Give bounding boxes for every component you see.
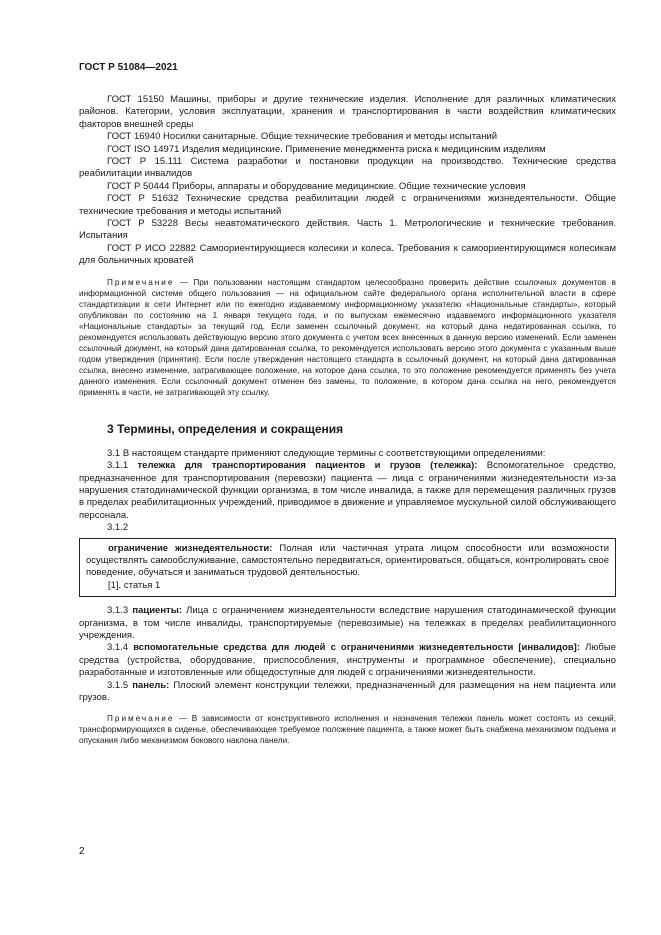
- note-label: Примечание: [107, 714, 175, 724]
- reference-item: ГОСТ 15150 Машины, приборы и другие технические изделия. Исполнение для различных климатических районов. Категории, условия эксплуатации, хранения и транспортирования в части воздействия климатических факторов внешней среды: [79, 94, 616, 130]
- term-definition: Лица с ограничением жизнедеятельности вследствие нарушения статодинамической функции организма, в том числе инвалиды, транспортируемые (перевозимые) на тележках в пределах реабилитационного учреждения.: [79, 605, 616, 641]
- term-definition: Плоский элемент конструкции тележки, предназначенный для размещения на нем пациента или грузов.: [79, 679, 616, 703]
- term-number: 3.1.4: [107, 642, 134, 654]
- panel-note: [79, 713, 616, 746]
- term-number: 3.1.1: [107, 460, 138, 472]
- term-definition: Вспомогательное средство, предназначенное для транспортирования (перевозки) пациента — лица с ограничениями жизнедеятельности из-за нарушения статодинамической функции организма, в том числе инвалида, а также для перемещения различных грузов в пределах реабилитационных учреждений, приводимое в движение и управляемое мускульной силой обслуживающего персонала.: [79, 460, 616, 521]
- note-text: — При пользовании настоящим стандартом целесообразно проверить действие ссылочных документов в информационной системе общего пользования — на официальном сайте федерального органа исполнительной власти в сфере стандартизации в сети Интернет или по ежегодно издаваемому информационному указателю «Национальные стандарты», который опубликован по состоянию на 1 января текущего года, и по выпускам ежемесячно издаваемого информационного указателя «Национальные стандарты» за текущий год. Если заменен ссылочный документ, на который дана недатированная ссылка, то рекомендуется использовать действующую версию этого документа с учетом всех внесенных в данную версию изменений. Если заменен ссылочный документ, на который дана датированная ссылка, то рекомендуется использовать версию этого документа с указанным выше годом утверждения (принятия). Если после утверждения настоящего стандарта в ссылочный документ, на который дана датированная ссылка, внесено изменение, затрагивающее положение, на которое дана ссылка, то это положение рекомендуется применять без учета данного изменения. Если ссылочный документ отменен без замены, то положение, в котором дана ссылка на него, рекомендуется применять в части, не затрагивающей эту ссылку.: [79, 277, 616, 397]
- reference-item: ГОСТ Р 50444 Приборы, аппараты и оборудование медицинские. Общие технические условия: [107, 180, 526, 192]
- quoted-term-box: [79, 538, 616, 598]
- term-name: пациенты:: [132, 605, 182, 617]
- section-intro: 3.1 В настоящем стандарте применяют следующие термины с соответствующими определениями:: [107, 447, 546, 459]
- term-definition: Полная или частичная утрата лицом способности или возможности осуществлять самообслуживание, самостоятельно передвигаться, ориентироваться, общаться, контролировать свое поведение, обучаться и заниматься трудовой деятельностью.: [86, 542, 609, 579]
- reference-item: ГОСТ ISO 14971 Изделия медицинские. Применение менеджмента риска к медицинским изделиям: [107, 143, 546, 155]
- term-definition: Любые средства (устройства, оборудование, приспособления, инструменты и программное обеспечение), специально разработанные и изготовленные или общедоступные для людей с ограничениями жизнедеятельности.: [79, 642, 616, 679]
- note-text: — В зависимости от конструктивного исполнения и назначения тележки панель может состоять из секций, трансформирующихся в сиденье, обеспечивающее требуемое положение пациента, а также может быть снабжена механизмом подъема и опускания либо механизмом бокового наклона панели.: [79, 714, 616, 746]
- term-name: тележка для транспортирования пациентов и грузов (тележка):: [137, 460, 478, 472]
- reference-item: ГОСТ Р 53228 Весы неавтоматического действия. Часть 1. Метрологические и технические требования. Испытания: [79, 218, 616, 242]
- page-number: 2: [79, 846, 85, 857]
- term-number: 3.1.2: [107, 522, 129, 534]
- note-label: Примечание: [107, 277, 175, 287]
- section-title: 3 Термины, определения и сокращения: [107, 421, 344, 436]
- term-number: 3.1.5: [107, 679, 133, 691]
- normative-references: [79, 94, 616, 268]
- term-source: [1], статья 1: [108, 579, 161, 591]
- term-3-1-4: [79, 642, 616, 679]
- document-header: ГОСТ Р 51084—2021: [79, 62, 178, 73]
- term-3-1-3: [79, 605, 616, 642]
- page-content: [79, 94, 616, 755]
- reference-item: ГОСТ 16940 Носилки санитарные. Общие технические требования и методы испытаний: [107, 131, 498, 143]
- term-name: панель:: [132, 679, 170, 691]
- term-3-1-5: [79, 680, 616, 705]
- reference-item: ГОСТ Р 51632 Технические средства реабилитации людей с ограничениями жизнедеятельности. Общие технические требования и методы испытаний: [79, 193, 616, 217]
- term-name: вспомогательные средства для людей с ограничениями жизнедеятельности [инвалидов]:: [133, 642, 581, 654]
- term-3-1-1: [79, 460, 616, 522]
- references-note: [79, 277, 616, 398]
- term-number: 3.1.3: [107, 605, 133, 617]
- term-3-1-2: [86, 543, 609, 580]
- reference-item: ГОСТ Р ИСО 22882 Самоориентирующиеся колесики и колеса. Требования к самоориентирующимся колесикам для больничных кроватей: [79, 242, 616, 267]
- reference-item: ГОСТ Р 15.111 Система разработки и постановки продукции на производство. Технические средства реабилитации инвалидов: [79, 156, 616, 180]
- term-name: ограничение жизнедеятельности:: [108, 542, 273, 554]
